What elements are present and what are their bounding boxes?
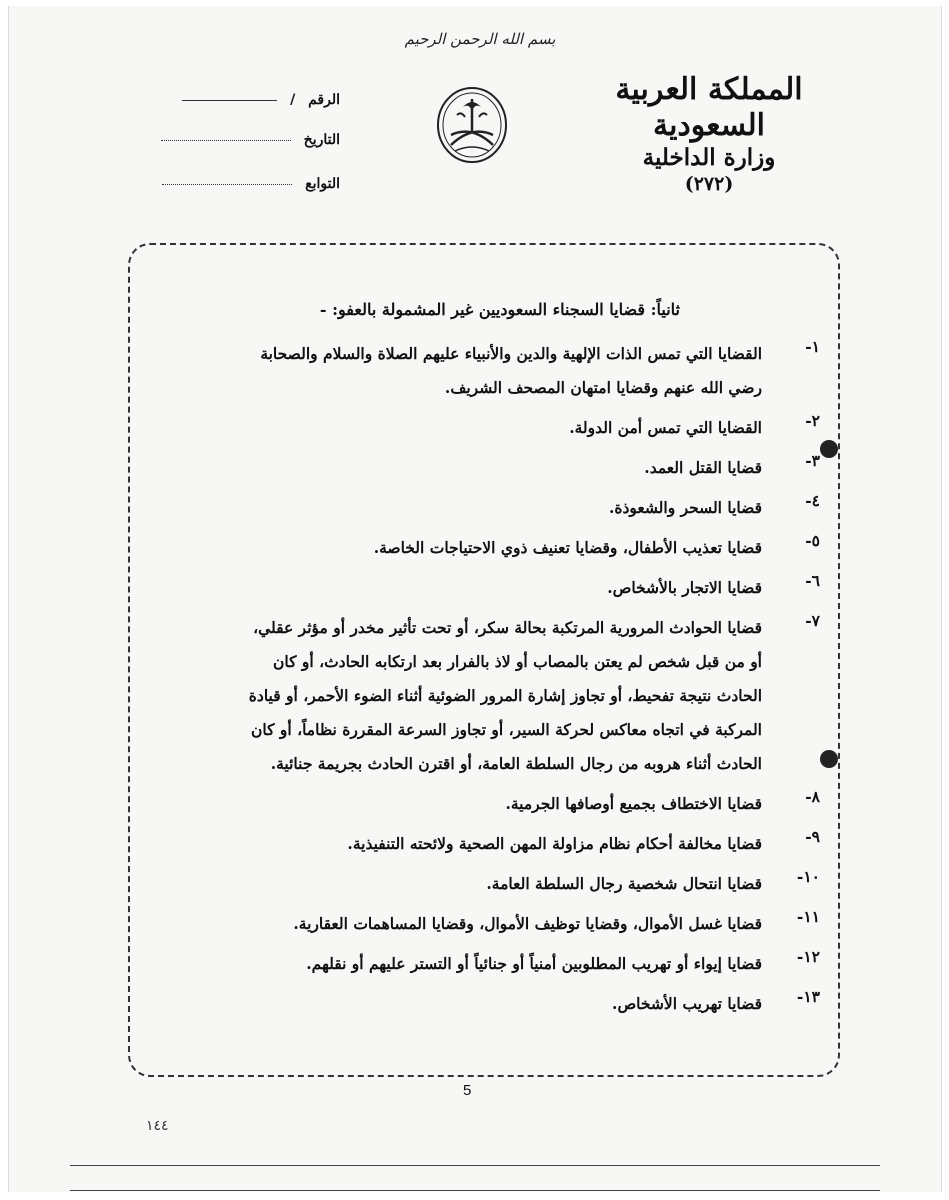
item-number: ٤- xyxy=(805,491,820,510)
item-text xyxy=(140,531,762,565)
number-label: الرقم xyxy=(308,92,340,108)
section-heading: ثانياً: قضايا السجناء السعوديين غير المشمولة بالعفو: - xyxy=(319,300,680,319)
list-item xyxy=(140,827,820,861)
item-text xyxy=(140,947,762,981)
list-item xyxy=(140,571,820,605)
footer-divider xyxy=(70,1190,880,1191)
item-number: ٣- xyxy=(805,451,820,470)
attachments-label: التوابع xyxy=(305,176,340,192)
exclusion-list xyxy=(140,337,820,1027)
attachments-field xyxy=(140,176,340,192)
item-line: قضايا السحر والشعوذة. xyxy=(608,498,762,517)
item-line: قضايا تعذيب الأطفال، وقضايا تعنيف ذوي الاحتياجات الخاصة. xyxy=(373,538,762,557)
kingdom-name: المملكة العربية السعودية xyxy=(615,72,803,143)
item-line: القضايا التي تمس أمن الدولة. xyxy=(569,418,762,437)
list-item xyxy=(140,907,820,941)
item-text xyxy=(140,491,762,525)
item-number: ٨- xyxy=(805,787,820,806)
item-line: الحادث نتيجة تفحيط، أو تجاوز إشارة المرور الضوئية أثناء الضوء الأحمر، أو قيادة xyxy=(248,686,762,705)
item-line: قضايا انتحال شخصية رجال السلطة العامة. xyxy=(486,874,762,893)
item-line: قضايا الاختطاف بجميع أوصافها الجرمية. xyxy=(505,794,762,813)
item-number: ٢- xyxy=(805,411,820,430)
item-line: قضايا إيواء أو تهريب المطلوبين أمنياً أو جنائياً أو التستر عليهم أو نقلهم. xyxy=(306,954,762,973)
item-number: ١٣- xyxy=(796,987,820,1006)
item-number: ١٢- xyxy=(796,947,820,966)
page-number: 5 xyxy=(463,1082,472,1099)
punch-hole xyxy=(820,750,838,768)
ministry-name: وزارة الداخلية xyxy=(642,144,776,171)
document-body xyxy=(140,300,820,1027)
list-item xyxy=(140,867,820,901)
item-text xyxy=(140,987,762,1021)
item-text xyxy=(140,411,762,445)
date-line xyxy=(161,140,291,141)
item-line: الحادث أثناء هروبه من رجال السلطة العامة، أو اقترن الحادث بجريمة جنائية. xyxy=(270,754,762,773)
list-item xyxy=(140,611,820,781)
punch-hole xyxy=(820,440,838,458)
list-item xyxy=(140,531,820,565)
item-line: المركبة في اتجاه معاكس لحركة السير، أو تجاوز السرعة المقررة نظاماً، أو كان xyxy=(251,720,762,739)
page-stamp: ١٤٤ xyxy=(146,1118,169,1134)
list-item xyxy=(140,787,820,821)
item-line: قضايا تهريب الأشخاص. xyxy=(612,994,762,1013)
item-number: ١١- xyxy=(796,907,820,926)
item-line: قضايا غسل الأموال، وقضايا توظيف الأموال، وقضايا المساهمات العقارية. xyxy=(293,914,762,933)
list-item xyxy=(140,491,820,525)
number-field xyxy=(140,92,340,108)
ministry-code: (٢٧٢) xyxy=(684,173,734,195)
item-gap xyxy=(140,1021,820,1027)
item-line: قضايا الاتجار بالأشخاص. xyxy=(607,578,762,597)
item-number: ٩- xyxy=(805,827,820,846)
item-text xyxy=(140,907,762,941)
ministry-letterhead xyxy=(589,72,829,196)
bismillah-header: بسم الله الرحمن الرحيم xyxy=(404,30,556,48)
item-line: قضايا الحوادث المرورية المرتكبة بحالة سكر، أو تحت تأثير مخدر أو مؤثر عقلي، xyxy=(253,618,762,637)
list-item xyxy=(140,411,820,445)
date-field xyxy=(140,132,340,148)
item-number: ٦- xyxy=(805,571,820,590)
item-number: ٥- xyxy=(805,531,820,550)
list-item xyxy=(140,987,820,1021)
item-text xyxy=(140,827,762,861)
date-label: التاريخ xyxy=(303,132,340,148)
item-line: قضايا القتل العمد. xyxy=(644,458,762,477)
item-number: ٧- xyxy=(805,611,820,630)
item-number: ١٠- xyxy=(796,867,820,886)
item-text xyxy=(140,787,762,821)
item-number: ١- xyxy=(805,337,820,356)
footer-divider xyxy=(70,1165,880,1166)
item-text xyxy=(140,611,762,781)
number-slash: / xyxy=(290,92,296,108)
item-line: قضايا مخالفة أحكام نظام مزاولة المهن الصحية ولائحته التنفيذية. xyxy=(347,834,762,853)
item-text xyxy=(140,867,762,901)
saudi-emblem-icon xyxy=(435,85,509,165)
attachments-line xyxy=(162,184,292,185)
item-line: القضايا التي تمس الذات الإلهية والدين والأنبياء عليهم الصلاة والسلام والصحابة xyxy=(260,344,762,363)
item-line: رضي الله عنهم وقضايا امتهان المصحف الشريف. xyxy=(444,378,762,397)
list-item xyxy=(140,337,820,405)
item-text xyxy=(140,451,762,485)
list-item xyxy=(140,451,820,485)
list-item xyxy=(140,947,820,981)
number-line xyxy=(182,100,277,101)
item-text xyxy=(140,337,762,405)
item-line: أو من قبل شخص لم يعتن بالمصاب أو لاذ بالفرار بعد ارتكابه الحادث، أو كان xyxy=(273,652,762,671)
item-text xyxy=(140,571,762,605)
